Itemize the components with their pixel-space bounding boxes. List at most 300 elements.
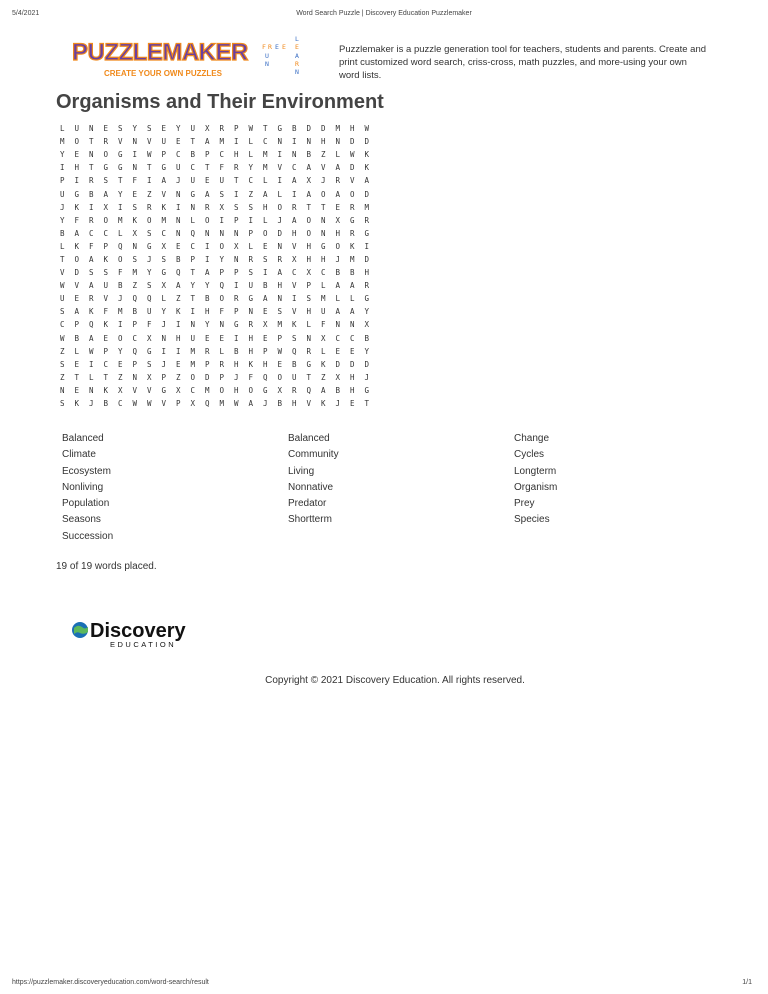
grid-letter: C <box>190 385 196 395</box>
grid-letter: G <box>234 320 239 330</box>
grid-letter: X <box>205 124 210 134</box>
grid-letter: N <box>335 320 341 330</box>
grid-letter: E <box>335 202 341 212</box>
grid-letter: M <box>219 399 225 409</box>
grid-letter: A <box>176 281 181 291</box>
grid-letter: P <box>132 359 138 369</box>
grid-letter: O <box>263 228 268 238</box>
word-list-item: Change <box>514 433 550 444</box>
grid-letter: H <box>306 241 312 251</box>
grid-letter: Y <box>364 346 370 356</box>
grid-row <box>60 253 379 266</box>
grid-letter: Q <box>263 372 268 382</box>
grid-letter: J <box>263 399 268 409</box>
grid-letter: F <box>248 372 254 382</box>
grid-letter: N <box>132 137 138 147</box>
copyright-text: Copyright © 2021 Discovery Education. All rights reserved. <box>265 675 525 686</box>
grid-letter: G <box>277 124 283 134</box>
grid-letter: T <box>74 372 80 382</box>
grid-letter: Q <box>219 281 225 291</box>
grid-letter: U <box>219 176 225 186</box>
grid-letter: H <box>364 268 370 278</box>
word-list <box>62 432 742 543</box>
grid-letter: L <box>118 228 123 238</box>
grid-letter: O <box>103 215 109 225</box>
word-list-item: Prey <box>514 498 535 510</box>
grid-letter: S <box>263 254 268 264</box>
word-list-item: Nonliving <box>62 481 104 493</box>
print-url: https://puzzlemaker.discoveryeducation.com/word-search/result <box>12 979 209 986</box>
grid-letter: X <box>364 320 370 330</box>
grid-letter: W <box>60 333 65 343</box>
grid-letter: E <box>161 124 167 134</box>
grid-letter: V <box>292 307 297 317</box>
grid-letter: U <box>248 281 254 291</box>
grid-letter: N <box>321 228 326 238</box>
grid-letter: V <box>147 385 152 395</box>
grid-letter: X <box>132 228 138 238</box>
grid-letter: J <box>364 372 370 382</box>
grid-letter: U <box>292 372 297 382</box>
grid-letter: E <box>74 150 80 160</box>
grid-letter: W <box>234 399 239 409</box>
grid-letter: A <box>335 307 341 317</box>
grid-letter: A <box>205 137 210 147</box>
grid-letter: K <box>74 241 80 251</box>
grid-letter: B <box>234 346 239 356</box>
grid-letter: M <box>321 294 326 304</box>
svg-text:A: A <box>295 52 299 60</box>
grid-letter: P <box>234 307 239 317</box>
svg-text:R: R <box>268 43 272 51</box>
grid-letter: A <box>306 163 312 173</box>
grid-letter: Y <box>132 124 138 134</box>
grid-letter: R <box>364 281 370 291</box>
grid-letter: T <box>321 202 326 212</box>
grid-letter: H <box>234 385 239 395</box>
grid-letter: N <box>89 385 94 395</box>
grid-letter: P <box>190 254 196 264</box>
grid-letter: W <box>147 399 152 409</box>
grid-letter: B <box>335 268 341 278</box>
grid-letter: P <box>306 281 312 291</box>
grid-letter: Q <box>176 268 181 278</box>
grid-letter: J <box>277 215 283 225</box>
grid-letter: H <box>234 150 239 160</box>
grid-letter: P <box>161 150 167 160</box>
grid-letter: G <box>161 163 167 173</box>
puzzlemaker-tagline: CREATE YOUR OWN PUZZLES <box>104 69 222 78</box>
grid-letter: K <box>74 202 80 212</box>
grid-letter: Y <box>118 189 123 199</box>
grid-letter: S <box>234 202 239 212</box>
grid-row <box>60 318 379 331</box>
grid-letter: B <box>335 385 341 395</box>
grid-letter: P <box>263 346 268 356</box>
grid-letter: T <box>364 399 370 409</box>
grid-letter: I <box>132 150 138 160</box>
grid-letter: V <box>103 294 109 304</box>
grid-letter: A <box>277 268 283 278</box>
grid-letter: A <box>161 176 167 186</box>
puzzlemaker-logo[interactable] <box>70 34 310 82</box>
grid-letter: I <box>74 176 80 186</box>
grid-letter: T <box>190 294 196 304</box>
grid-letter: S <box>60 307 65 317</box>
word-list-item: Community <box>288 449 339 461</box>
svg-text:E: E <box>275 43 279 51</box>
grid-letter: Y <box>118 346 123 356</box>
grid-letter: J <box>161 359 167 369</box>
grid-letter: G <box>248 294 254 304</box>
grid-letter: X <box>219 202 225 212</box>
word-list-item: Nonnative <box>288 481 334 493</box>
grid-letter: K <box>74 399 80 409</box>
grid-row <box>60 201 379 214</box>
grid-letter: D <box>364 189 370 199</box>
grid-letter: T <box>103 372 109 382</box>
grid-letter: I <box>292 294 297 304</box>
globe-icon <box>72 622 88 638</box>
grid-letter: N <box>132 163 138 173</box>
word-list-item: Climate <box>62 449 96 461</box>
grid-letter: K <box>103 385 109 395</box>
grid-letter: M <box>118 307 123 317</box>
print-page-title: Word Search Puzzle | Discovery Education Puzzlemaker <box>296 10 472 17</box>
grid-letter: Z <box>321 150 326 160</box>
grid-letter: A <box>350 307 355 317</box>
grid-letter: A <box>89 333 94 343</box>
grid-letter: T <box>205 163 210 173</box>
grid-letter: X <box>118 385 123 395</box>
grid-letter: H <box>306 254 312 264</box>
grid-letter: K <box>364 163 370 173</box>
grid-letter: E <box>132 189 138 199</box>
grid-letter: E <box>350 346 355 356</box>
grid-letter: I <box>60 163 65 173</box>
grid-letter: H <box>335 228 341 238</box>
grid-letter: V <box>292 281 297 291</box>
grid-letter: X <box>335 215 341 225</box>
grid-letter: X <box>263 320 268 330</box>
grid-letter: C <box>103 228 109 238</box>
grid-letter: P <box>103 346 109 356</box>
grid-letter: H <box>234 359 239 369</box>
grid-letter: O <box>350 189 355 199</box>
grid-letter: N <box>335 137 341 147</box>
grid-letter: J <box>335 399 341 409</box>
svg-text:F: F <box>262 43 266 51</box>
grid-letter: H <box>350 385 355 395</box>
grid-letter: N <box>132 372 138 382</box>
grid-letter: K <box>103 254 109 264</box>
grid-letter: N <box>277 137 283 147</box>
grid-letter: I <box>234 333 239 343</box>
svg-text:U: U <box>265 52 269 60</box>
grid-letter: M <box>219 137 225 147</box>
grid-letter: F <box>219 307 225 317</box>
grid-letter: H <box>248 333 254 343</box>
grid-letter: M <box>335 124 341 134</box>
grid-letter: P <box>248 228 254 238</box>
grid-letter: F <box>147 320 152 330</box>
grid-letter: O <box>321 189 326 199</box>
grid-letter: J <box>147 254 152 264</box>
grid-letter: V <box>277 163 283 173</box>
grid-letter: A <box>263 189 268 199</box>
grid-letter: B <box>306 150 312 160</box>
grid-letter: L <box>321 281 326 291</box>
grid-letter: B <box>132 307 138 317</box>
grid-row <box>60 384 379 397</box>
grid-letter: S <box>118 124 123 134</box>
grid-letter: N <box>176 228 181 238</box>
grid-letter: C <box>118 399 123 409</box>
grid-letter: S <box>306 294 312 304</box>
grid-letter: X <box>190 399 196 409</box>
grid-letter: A <box>335 189 341 199</box>
grid-letter: K <box>176 307 181 317</box>
grid-letter: M <box>161 215 167 225</box>
grid-letter: E <box>263 333 268 343</box>
svg-text:R: R <box>295 60 299 68</box>
grid-letter: F <box>89 241 94 251</box>
grid-letter: M <box>263 150 268 160</box>
grid-letter: R <box>103 137 109 147</box>
grid-letter: Y <box>364 307 370 317</box>
grid-letter: F <box>118 268 123 278</box>
grid-letter: C <box>321 268 326 278</box>
word-list-item: Living <box>288 465 315 477</box>
grid-letter: O <box>306 215 312 225</box>
grid-letter: Q <box>147 294 152 304</box>
grid-letter: O <box>277 202 283 212</box>
grid-letter: R <box>219 359 225 369</box>
grid-letter: F <box>74 215 80 225</box>
grid-letter: P <box>205 359 210 369</box>
grid-letter: E <box>74 385 80 395</box>
svg-text:E: E <box>295 43 299 51</box>
grid-letter: R <box>248 254 254 264</box>
grid-letter: S <box>147 359 152 369</box>
grid-letter: E <box>205 176 210 186</box>
grid-letter: W <box>132 399 138 409</box>
grid-letter: L <box>60 241 65 251</box>
grid-letter: M <box>190 359 196 369</box>
grid-letter: K <box>103 320 109 330</box>
grid-letter: Z <box>60 372 65 382</box>
grid-letter: H <box>321 254 326 264</box>
grid-letter: E <box>263 307 268 317</box>
grid-letter: Y <box>219 254 225 264</box>
grid-letter: I <box>234 281 239 291</box>
grid-letter: S <box>89 268 94 278</box>
grid-letter: O <box>219 294 225 304</box>
grid-letter: I <box>234 189 239 199</box>
grid-letter: E <box>103 333 109 343</box>
grid-letter: A <box>350 281 355 291</box>
grid-letter: M <box>277 320 283 330</box>
grid-row <box>60 371 379 384</box>
grid-letter: V <box>60 268 65 278</box>
grid-letter: B <box>364 333 370 343</box>
grid-letter: N <box>176 189 181 199</box>
grid-letter: H <box>74 163 80 173</box>
grid-letter: E <box>176 359 181 369</box>
grid-letter: X <box>147 333 152 343</box>
print-date: 5/4/2021 <box>12 10 40 17</box>
grid-letter: J <box>234 372 239 382</box>
grid-letter: O <box>103 150 109 160</box>
grid-letter: Z <box>321 372 326 382</box>
grid-letter: X <box>147 372 152 382</box>
grid-letter: S <box>60 399 65 409</box>
grid-letter: L <box>321 346 326 356</box>
grid-letter: G <box>364 385 370 395</box>
grid-letter: W <box>248 124 254 134</box>
grid-letter: L <box>263 176 268 186</box>
grid-letter: U <box>321 307 326 317</box>
grid-letter: N <box>205 228 210 238</box>
grid-letter: B <box>176 254 181 264</box>
grid-letter: P <box>219 372 225 382</box>
word-list-item: Balanced <box>62 433 104 444</box>
grid-letter: F <box>219 163 225 173</box>
grid-letter: N <box>306 333 312 343</box>
grid-letter: V <box>161 399 167 409</box>
grid-letter: U <box>60 189 65 199</box>
grid-letter: Y <box>205 320 210 330</box>
grid-letter: P <box>132 320 138 330</box>
grid-letter: A <box>89 254 94 264</box>
grid-row <box>60 240 379 253</box>
grid-letter: N <box>248 307 254 317</box>
grid-letter: N <box>219 320 225 330</box>
grid-letter: W <box>147 150 152 160</box>
grid-letter: I <box>89 202 94 212</box>
grid-letter: N <box>350 320 355 330</box>
grid-letter: S <box>161 254 167 264</box>
grid-letter: H <box>321 137 326 147</box>
grid-letter: U <box>190 176 196 186</box>
grid-letter: D <box>321 124 326 134</box>
grid-letter: L <box>248 241 254 251</box>
grid-letter: H <box>263 202 268 212</box>
grid-letter: X <box>306 176 312 186</box>
grid-letter: I <box>292 189 297 199</box>
grid-letter: J <box>118 294 123 304</box>
grid-letter: I <box>219 215 225 225</box>
grid-letter: C <box>190 163 196 173</box>
grid-letter: J <box>161 320 167 330</box>
words-placed-status: 19 of 19 words placed. <box>56 561 157 572</box>
grid-letter: E <box>263 241 268 251</box>
grid-letter: D <box>350 163 355 173</box>
grid-letter: O <box>219 241 225 251</box>
grid-letter: S <box>147 228 152 238</box>
grid-letter: G <box>118 150 123 160</box>
word-list-item: Species <box>514 514 550 526</box>
grid-letter: M <box>205 385 210 395</box>
grid-letter: A <box>74 307 80 317</box>
grid-letter: G <box>364 228 370 238</box>
grid-letter: L <box>350 294 355 304</box>
grid-letter: R <box>350 228 355 238</box>
grid-letter: I <box>292 137 297 147</box>
grid-letter: L <box>89 372 94 382</box>
grid-letter: A <box>263 294 268 304</box>
grid-letter: U <box>176 163 181 173</box>
grid-letter: D <box>74 268 80 278</box>
grid-letter: Z <box>147 189 152 199</box>
svg-text:E: E <box>282 43 286 51</box>
grid-letter: B <box>277 399 283 409</box>
discovery-education-logo[interactable] <box>70 616 210 652</box>
grid-letter: G <box>306 359 312 369</box>
grid-letter: B <box>89 189 94 199</box>
grid-letter: H <box>263 359 268 369</box>
grid-letter: N <box>234 254 239 264</box>
grid-letter: P <box>176 399 181 409</box>
grid-letter: O <box>74 254 80 264</box>
grid-letter: D <box>306 124 312 134</box>
grid-letter: Z <box>176 372 181 382</box>
grid-letter: Y <box>161 307 167 317</box>
grid-letter: U <box>74 124 80 134</box>
grid-letter: L <box>190 215 196 225</box>
grid-letter: V <box>147 137 152 147</box>
grid-letter: C <box>350 333 355 343</box>
grid-letter: Y <box>176 124 181 134</box>
grid-letter: P <box>234 124 239 134</box>
grid-letter: L <box>74 346 80 356</box>
grid-letter: D <box>364 137 370 147</box>
grid-letter: C <box>219 150 225 160</box>
grid-letter: A <box>306 189 312 199</box>
grid-letter: I <box>190 307 196 317</box>
grid-letter: Q <box>292 346 297 356</box>
grid-letter: J <box>335 254 341 264</box>
grid-letter: K <box>132 215 138 225</box>
grid-letter: X <box>176 385 181 395</box>
grid-letter: O <box>74 137 80 147</box>
grid-letter: R <box>248 320 254 330</box>
word-list-item: Longterm <box>514 465 557 477</box>
grid-letter: P <box>103 241 109 251</box>
grid-letter: L <box>161 294 167 304</box>
grid-letter: N <box>277 294 283 304</box>
grid-letter: K <box>364 150 370 160</box>
grid-letter: R <box>147 202 152 212</box>
word-list-item: Organism <box>514 481 558 493</box>
grid-letter: V <box>350 176 355 186</box>
grid-letter: C <box>292 268 297 278</box>
grid-letter: I <box>277 176 283 186</box>
puzzlemaker-logo-text: PUZZLEMAKER <box>72 39 248 66</box>
grid-letter: Z <box>176 294 181 304</box>
grid-letter: S <box>103 268 109 278</box>
grid-letter: R <box>205 202 210 212</box>
word-list-item: Predator <box>288 498 327 510</box>
grid-letter: O <box>205 215 210 225</box>
grid-letter: C <box>161 228 167 238</box>
grid-letter: Q <box>190 228 196 238</box>
grid-letter: B <box>103 399 109 409</box>
grid-row <box>60 135 379 148</box>
grid-letter: L <box>306 320 312 330</box>
grid-letter: V <box>321 163 326 173</box>
grid-letter: X <box>335 372 341 382</box>
